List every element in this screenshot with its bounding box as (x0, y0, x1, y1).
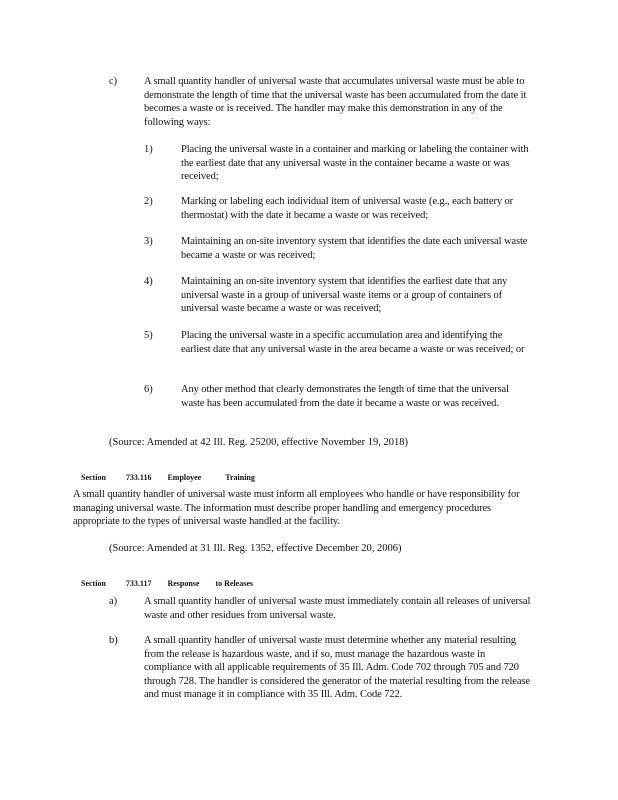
paragraph-item-c: A small quantity handler of universal waste that accumulates universal waste must be able to demonstrate the length of time that the universal waste has been accumulated from the date it becomes a waste or is received. The handler may make this demonstration in any of the following ways: (144, 76, 527, 128)
section-word: Section (81, 579, 106, 588)
subitem-text: Placing the universal waste in a container and marking or labeling the container with the earliest date that any universal waste in the container became a waste or was received; (181, 144, 529, 183)
subitem-text: Maintaining an on-site inventory system that identifies the date each universal waste became a waste or was received; (181, 236, 528, 261)
section-title: Employee (167, 473, 202, 482)
subitem-text: Marking or labeling each individual item of universal waste (e.g., each battery or thermostat) with the date it became a waste or was received; (181, 196, 514, 221)
subitem-text: Placing the universal waste in a specific accumulation area and identifying the earliest date that any universal waste in the area became a waste or was received; or (181, 330, 525, 355)
section-heading (73, 570, 253, 597)
source-note: (Source: Amended at 42 Ill. Reg. 25200, effective November 19, 2018) (109, 437, 408, 448)
subitem-text: Maintaining an on-site inventory system that identifies the earliest date that any universal waste in a group of universal waste items or a group of containers of universal waste became a waste or was received; (181, 276, 508, 315)
item-label: a) (109, 596, 118, 607)
paragraph-item-b: A small quantity handler of universal waste must determine whether any material resulting from the release is hazardous waste, and if so, must manage the hazardous waste in compliance with all applicable requirements of 35 Ill. Adm. Code 702 through 705 and 720 through 728. The handler is considered the generator of the material resulting from the release and must manage it in compliance with 35 Ill. Adm. Code 722. (144, 635, 530, 701)
section-title: Response (167, 579, 200, 588)
section-title: Training (225, 473, 255, 482)
subitem-label: 5) (144, 330, 153, 341)
subitem-label: 3) (144, 236, 153, 247)
section-title: to Releases (215, 579, 254, 588)
paragraph-employee-training: A small quantity handler of universal waste must inform all employees who handle or have responsibility for managing universal waste. The information must describe proper handling and emergency procedures appropriate to the types of universal waste handled at the facility. (73, 489, 520, 528)
subitem-label: 2) (144, 196, 153, 207)
subitem-label: 6) (144, 384, 153, 395)
paragraph-item-a: A small quantity handler of universal waste must immediately contain all releases of universal waste and other residues from universal waste. (144, 596, 531, 621)
section-heading (73, 464, 255, 491)
section-word: Section (81, 473, 106, 482)
section-number: 733.116 (125, 473, 152, 482)
subitem-label: 4) (144, 276, 153, 287)
item-label: b) (109, 635, 118, 646)
section-number: 733.117 (125, 579, 152, 588)
subitem-label: 1) (144, 144, 153, 155)
subitem-text: Any other method that clearly demonstrates the length of time that the universal waste has been accumulated from the date it became a waste or was received. (181, 384, 509, 409)
item-label: c) (109, 76, 118, 87)
source-note: (Source: Amended at 31 Ill. Reg. 1352, effective December 20, 2006) (109, 543, 402, 554)
